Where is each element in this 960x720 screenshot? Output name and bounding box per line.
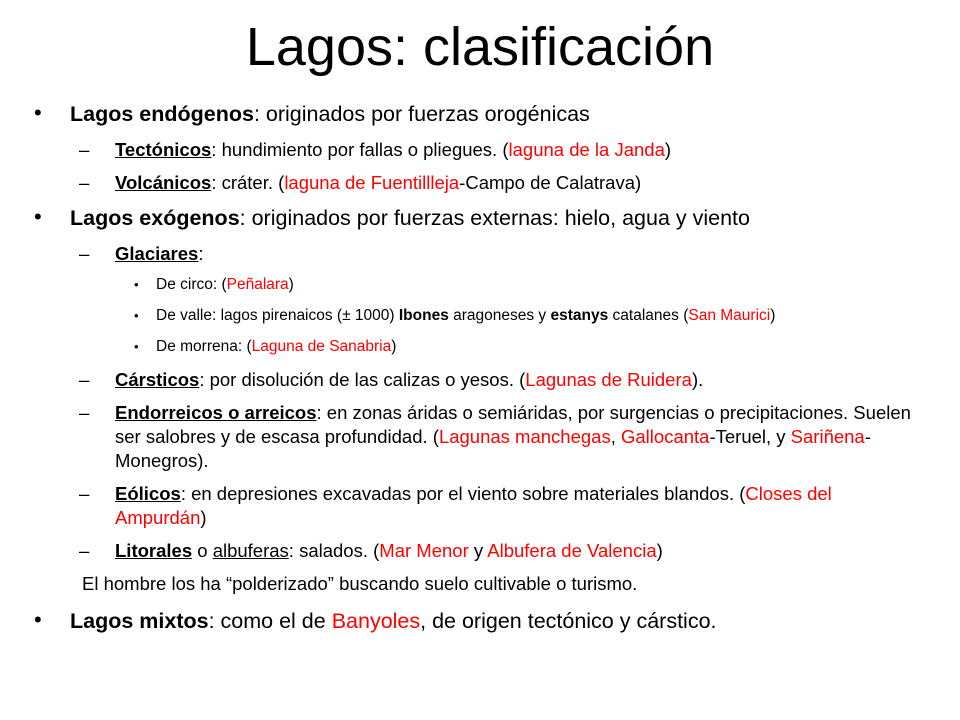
example-closes: Closes del Ampurdán — [115, 483, 832, 528]
term-albuferas: albuferas — [212, 540, 289, 561]
bullet-exogenos — [36, 204, 926, 232]
bullet-endogenos — [36, 100, 926, 128]
dot-marker: • — [134, 308, 139, 323]
example-sanabria: Laguna de Sanabria — [251, 338, 392, 355]
dot-marker: • — [134, 277, 139, 292]
dash-marker: – — [79, 139, 90, 160]
slide-title: Lagos: clasificación — [245, 17, 715, 77]
glaciar-morrena — [36, 337, 926, 357]
dash-marker: – — [79, 243, 90, 264]
term-volcanicos: Volcánicos — [115, 172, 212, 193]
text-eolicos: : en depresiones excavadas por el viento sobre materiales blandos. ( — [180, 483, 746, 504]
example-gallocanta: Gallocanta — [621, 426, 710, 447]
term-mixtos: Lagos mixtos — [70, 609, 209, 633]
glaciar-valle — [36, 306, 926, 326]
text-carsticos-end: ). — [691, 369, 704, 390]
text-eolicos-end: ) — [200, 507, 207, 528]
term-endorreicos: Endorreicos o arreicos — [115, 402, 317, 423]
text-litorales-end: ) — [656, 540, 663, 561]
term-eolicos: Eólicos — [115, 483, 181, 504]
sub-volcanicos — [36, 171, 926, 195]
bullet-marker: • — [34, 100, 42, 125]
text-carsticos: : por disolución de las calizas o yesos. ( — [199, 369, 526, 390]
example-penalara: Peñalara — [226, 276, 289, 293]
term-carsticos: Cársticos — [115, 369, 200, 390]
text-endorreicos-sep1: , — [610, 426, 621, 447]
bullet-mixtos — [36, 607, 926, 635]
text-morrena-end: ) — [391, 338, 397, 355]
text-tectonicos-end: ) — [664, 139, 672, 160]
text-circo-end: ) — [288, 276, 294, 293]
term-litorales: Litorales — [115, 540, 193, 561]
term-ibones: Ibones — [398, 307, 449, 324]
text-mixtos-end: , de origen tectónico y cárstico. — [420, 609, 717, 633]
text-litorales-sep: y — [468, 540, 488, 561]
slide-content — [36, 100, 926, 645]
dot-marker: • — [134, 339, 139, 354]
text-volcanicos-rest: -Campo de Calatrava) — [459, 172, 642, 193]
bullet-marker: • — [34, 607, 42, 632]
text-valle-end: ) — [770, 307, 776, 324]
dash-marker: – — [79, 402, 90, 423]
dash-marker: – — [79, 540, 90, 561]
dash-marker: – — [79, 483, 90, 504]
example-albufera-valencia: Albufera de Valencia — [487, 540, 657, 561]
text-litorales-mid: o — [192, 540, 213, 561]
text-litorales: : salados. ( — [288, 540, 380, 561]
sub-tectonicos — [36, 138, 926, 162]
example-mar-menor: Mar Menor — [379, 540, 469, 561]
term-estanys: estanys — [550, 307, 609, 324]
text-endorreicos-end: -Monegros). — [115, 426, 871, 471]
dash-marker: – — [79, 369, 90, 390]
sub-endorreicos — [36, 401, 926, 473]
text-exogenos: : originados por fuerzas externas: hielo, agua y viento — [239, 206, 750, 230]
bullet-marker: • — [34, 204, 42, 229]
example-fuentillleja: laguna de Fuentillleja — [284, 172, 460, 193]
text-valle-mid: aragoneses y — [448, 307, 551, 324]
sub-litorales — [36, 539, 926, 563]
example-san-maurici: San Maurici — [688, 307, 771, 324]
text-glaciares: : — [198, 243, 204, 264]
text-endorreicos: : en zonas áridas o semiáridas, por surgencias o precipitaciones. Suelen ser salobres y de escasa profundidad. ( — [115, 402, 911, 447]
text-endorreicos-sep2: -Teruel, y — [709, 426, 791, 447]
term-tectonicos: Tectónicos — [115, 139, 212, 160]
text-morrena: De morrena: ( — [156, 338, 252, 355]
sub-eolicos — [36, 482, 926, 530]
text-valle-mid2: catalanes ( — [608, 307, 689, 324]
term-exogenos: Lagos exógenos — [70, 206, 240, 230]
text-volcanicos: : cráter. ( — [211, 172, 285, 193]
text-tectonicos: : hundimiento por fallas o pliegues. ( — [211, 139, 509, 160]
text-mixtos: : como el de — [208, 609, 332, 633]
text-valle: De valle: lagos pirenaicos (± 1000) — [156, 307, 399, 324]
text-circo: De circo: ( — [156, 276, 227, 293]
example-manchegas: Lagunas manchegas — [438, 426, 611, 447]
example-banyoles: Banyoles — [331, 609, 421, 633]
example-janda: laguna de la Janda — [508, 139, 665, 160]
sub-carsticos — [36, 368, 926, 392]
note-polderizado: El hombre los ha “polderizado” buscando suelo cultivable o turismo. — [82, 573, 638, 594]
text-endogenos: : originados por fuerzas orogénicas — [253, 102, 590, 126]
term-glaciares: Glaciares — [115, 243, 199, 264]
term-endogenos: Lagos endógenos — [70, 102, 254, 126]
example-sarinena: Sariñena — [790, 426, 865, 447]
sub-glaciares — [36, 242, 926, 266]
glaciar-circo — [36, 275, 926, 295]
dash-marker: – — [79, 172, 90, 193]
example-ruidera: Lagunas de Ruidera — [525, 369, 692, 390]
